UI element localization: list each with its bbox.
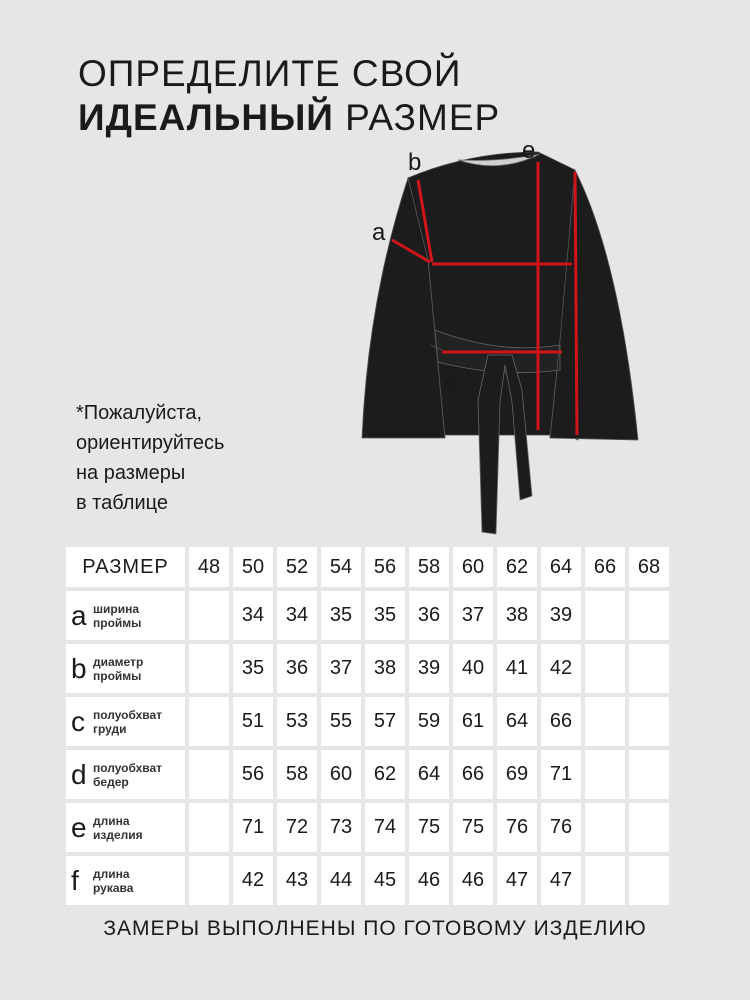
size-header-cell: 64 bbox=[541, 547, 581, 587]
table-row bbox=[66, 697, 669, 746]
size-value-cell bbox=[189, 750, 229, 799]
size-value-cell: 71 bbox=[233, 803, 273, 852]
size-value-cell: 51 bbox=[233, 697, 273, 746]
row-label-wrap bbox=[66, 811, 185, 843]
page-title bbox=[78, 52, 538, 140]
row-label bbox=[66, 750, 185, 799]
size-value-cell: 72 bbox=[277, 803, 317, 852]
table-row bbox=[66, 803, 669, 852]
size-value-cell: 43 bbox=[277, 856, 317, 905]
label-c: c bbox=[442, 234, 454, 261]
size-value-cell: 53 bbox=[277, 697, 317, 746]
row-letter: c bbox=[71, 705, 85, 737]
size-value-cell: 37 bbox=[453, 591, 493, 640]
size-value-cell: 36 bbox=[409, 591, 449, 640]
size-value-cell: 42 bbox=[541, 644, 581, 693]
row-description: диаметр проймы bbox=[93, 654, 144, 683]
size-header-cell: 68 bbox=[629, 547, 669, 587]
size-header-cell: 50 bbox=[233, 547, 273, 587]
size-header-cell: 58 bbox=[409, 547, 449, 587]
size-value-cell: 34 bbox=[233, 591, 273, 640]
size-value-cell: 58 bbox=[277, 750, 317, 799]
size-value-cell bbox=[189, 591, 229, 640]
size-value-cell bbox=[629, 856, 669, 905]
label-b: b bbox=[408, 149, 422, 176]
size-value-cell: 35 bbox=[233, 644, 273, 693]
row-label-wrap bbox=[66, 864, 185, 896]
size-value-cell: 69 bbox=[497, 750, 537, 799]
label-e: e bbox=[522, 140, 536, 164]
label-a: a bbox=[372, 219, 386, 246]
title-rest-word: РАЗМЕР bbox=[333, 97, 501, 138]
size-value-cell: 59 bbox=[409, 697, 449, 746]
size-value-cell: 41 bbox=[497, 644, 537, 693]
size-value-cell: 60 bbox=[321, 750, 361, 799]
row-letter: a bbox=[71, 599, 87, 631]
size-value-cell: 62 bbox=[365, 750, 405, 799]
size-table bbox=[62, 543, 673, 909]
size-value-cell: 38 bbox=[497, 591, 537, 640]
row-letter: f bbox=[71, 864, 79, 896]
size-header-cell: 60 bbox=[453, 547, 493, 587]
size-value-cell: 46 bbox=[409, 856, 449, 905]
row-description: полуобхват груди bbox=[93, 707, 163, 736]
size-value-cell bbox=[189, 803, 229, 852]
row-letter: b bbox=[71, 652, 87, 684]
row-label bbox=[66, 697, 185, 746]
size-value-cell: 57 bbox=[365, 697, 405, 746]
size-header-label: РАЗМЕР bbox=[66, 547, 185, 587]
row-label bbox=[66, 591, 185, 640]
row-description: длина изделия bbox=[93, 813, 143, 842]
size-header-cell: 62 bbox=[497, 547, 537, 587]
title-bold-word: ИДЕАЛЬНЫЙ bbox=[78, 97, 334, 138]
size-value-cell: 47 bbox=[497, 856, 537, 905]
size-value-cell: 66 bbox=[453, 750, 493, 799]
size-value-cell: 71 bbox=[541, 750, 581, 799]
size-value-cell: 45 bbox=[365, 856, 405, 905]
title-line-1: ОПРЕДЕЛИТЕ СВОЙ bbox=[78, 53, 462, 94]
size-value-cell: 40 bbox=[453, 644, 493, 693]
row-description: длина рукава bbox=[93, 866, 134, 895]
size-value-cell bbox=[629, 697, 669, 746]
size-value-cell: 39 bbox=[541, 591, 581, 640]
row-description: ширина проймы bbox=[93, 601, 142, 630]
size-header-row bbox=[66, 547, 669, 587]
row-label bbox=[66, 803, 185, 852]
row-label-wrap bbox=[66, 758, 185, 790]
garment-diagram bbox=[350, 140, 650, 540]
size-value-cell bbox=[585, 856, 625, 905]
size-header-cell: 54 bbox=[321, 547, 361, 587]
size-value-cell bbox=[585, 803, 625, 852]
size-value-cell bbox=[629, 803, 669, 852]
row-letter: d bbox=[71, 758, 87, 790]
size-value-cell bbox=[585, 750, 625, 799]
note-line: на размеры bbox=[76, 462, 186, 484]
size-value-cell: 64 bbox=[409, 750, 449, 799]
row-label bbox=[66, 644, 185, 693]
row-label bbox=[66, 856, 185, 905]
size-value-cell: 44 bbox=[321, 856, 361, 905]
row-label-wrap bbox=[66, 599, 185, 631]
size-value-cell: 47 bbox=[541, 856, 581, 905]
size-value-cell: 35 bbox=[365, 591, 405, 640]
size-value-cell bbox=[189, 644, 229, 693]
note-line: ориентируйтесь bbox=[76, 432, 225, 454]
note-line: в таблице bbox=[76, 492, 168, 514]
size-value-cell bbox=[585, 697, 625, 746]
size-value-cell: 37 bbox=[321, 644, 361, 693]
label-f: f bbox=[588, 394, 595, 421]
size-header-cell: 48 bbox=[189, 547, 229, 587]
size-value-cell: 61 bbox=[453, 697, 493, 746]
size-value-cell: 39 bbox=[409, 644, 449, 693]
size-value-cell bbox=[585, 591, 625, 640]
footer-note: ЗАМЕРЫ ВЫПОЛНЕНЫ ПО ГОТОВОМУ ИЗДЕЛИЮ bbox=[103, 917, 647, 940]
size-value-cell: 75 bbox=[409, 803, 449, 852]
note-line: *Пожалуйста, bbox=[76, 402, 203, 424]
size-value-cell: 76 bbox=[497, 803, 537, 852]
size-value-cell: 76 bbox=[541, 803, 581, 852]
size-value-cell: 34 bbox=[277, 591, 317, 640]
size-value-cell: 36 bbox=[277, 644, 317, 693]
size-header-cell: 66 bbox=[585, 547, 625, 587]
size-value-cell: 38 bbox=[365, 644, 405, 693]
size-value-cell: 64 bbox=[497, 697, 537, 746]
size-value-cell bbox=[629, 591, 669, 640]
size-value-cell: 56 bbox=[233, 750, 273, 799]
size-header-cell: 52 bbox=[277, 547, 317, 587]
table-row bbox=[66, 644, 669, 693]
size-value-cell bbox=[629, 644, 669, 693]
size-value-cell: 42 bbox=[233, 856, 273, 905]
size-note bbox=[76, 398, 336, 518]
table-row bbox=[66, 856, 669, 905]
row-label-wrap bbox=[66, 705, 185, 737]
title-line-2 bbox=[78, 96, 538, 140]
row-description: полуобхват бедер bbox=[93, 760, 163, 789]
size-value-cell bbox=[189, 697, 229, 746]
size-value-cell: 75 bbox=[453, 803, 493, 852]
size-value-cell bbox=[189, 856, 229, 905]
size-value-cell bbox=[585, 644, 625, 693]
size-header-cell: 56 bbox=[365, 547, 405, 587]
size-value-cell: 74 bbox=[365, 803, 405, 852]
size-value-cell: 55 bbox=[321, 697, 361, 746]
label-d: d bbox=[446, 369, 460, 396]
size-value-cell bbox=[629, 750, 669, 799]
size-value-cell: 66 bbox=[541, 697, 581, 746]
size-value-cell: 35 bbox=[321, 591, 361, 640]
row-label-wrap bbox=[66, 652, 185, 684]
table-row bbox=[66, 750, 669, 799]
size-value-cell: 46 bbox=[453, 856, 493, 905]
table-row bbox=[66, 591, 669, 640]
size-value-cell: 73 bbox=[321, 803, 361, 852]
row-letter: e bbox=[71, 811, 87, 843]
